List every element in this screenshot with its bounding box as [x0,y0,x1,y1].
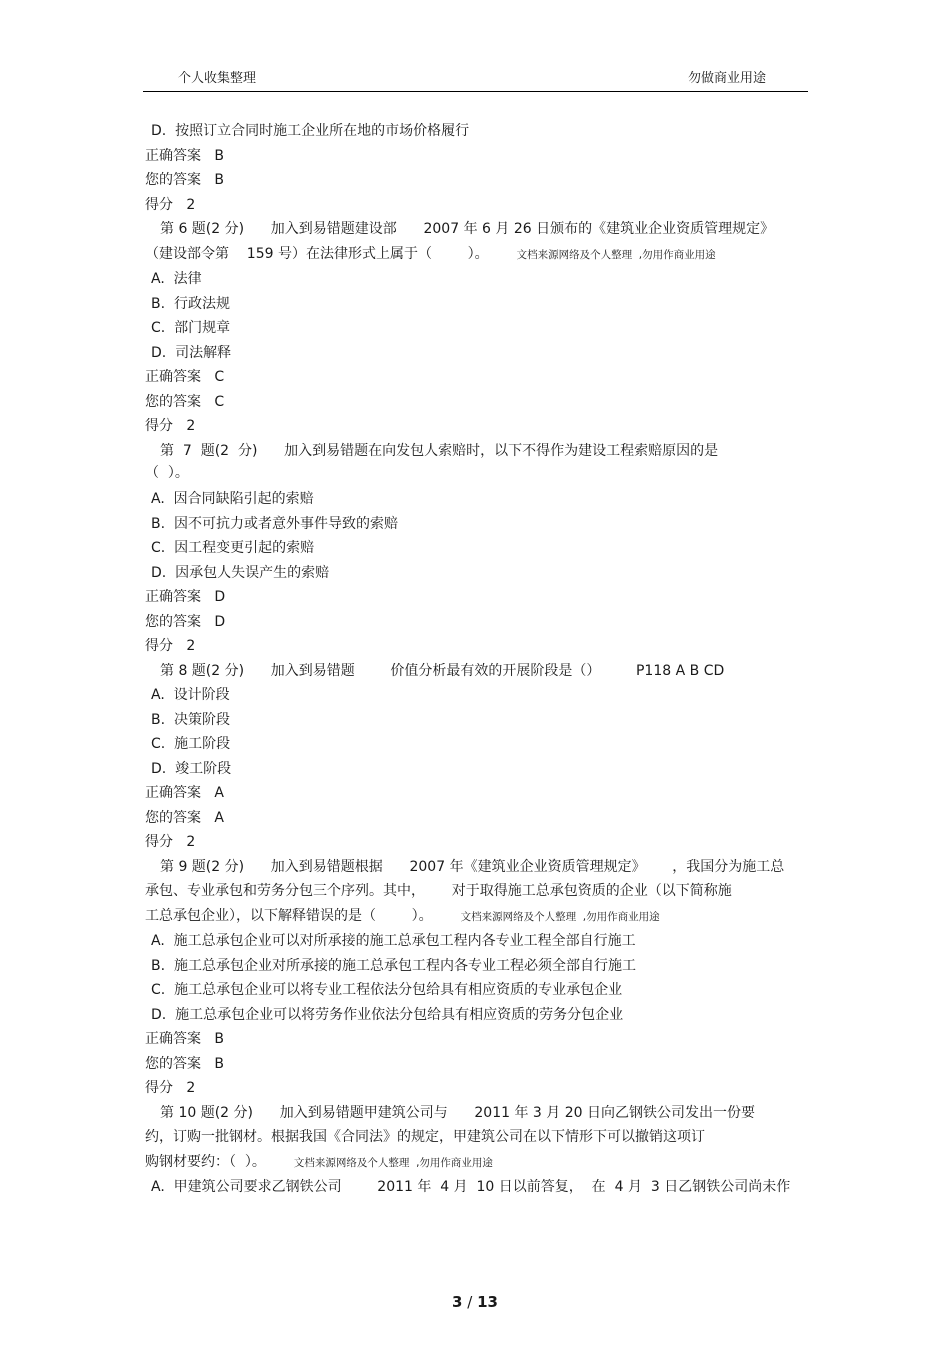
text-line [145,414,810,439]
page-separator: / [462,1293,478,1311]
answer-option-line [145,978,810,1003]
source-note: 文档来源网络及个人整理 ,勿用作商业用途 [293,1156,493,1169]
question-line [145,1101,810,1126]
line-text: D. 施工总承包企业可以将劳务作业依法分包给具有相应资质的劳务分包企业 [151,1006,624,1023]
text-line [145,1027,810,1052]
answer-option-line [145,1003,810,1028]
line-text: 您的答案 D [145,613,226,630]
line-text: A. 甲建筑公司要求乙钢铁公司 2011 年 4 月 10 日以前答复， 在 4 月 3 日乙钢铁公司尚未作 [151,1179,791,1195]
line-text: 得分 2 [145,196,196,213]
line-text: 正确答案 A [145,785,224,801]
answer-option-line [145,954,810,979]
line-text: B. 行政法规 [151,295,230,312]
page-current: 3 [452,1293,463,1311]
line-text: A. 因合同缺陷引起的索赔 [151,491,314,507]
line-text: 您的答案 B [145,172,224,188]
line-text: 正确答案 B [145,1031,224,1047]
line-text: 您的答案 A [145,809,224,826]
answer-option-line [145,561,810,586]
header-divider [143,91,808,92]
line-text: 工总承包企业），以下解释错误的是（ ）。 [145,907,433,924]
text-line [145,904,810,930]
line-text: 您的答案 C [145,393,225,410]
text-line [145,463,810,483]
header-right-text: 勿做商业用途 [688,71,767,86]
answer-option-line [145,487,810,512]
line-text: B. 因不可抗力或者意外事件导致的索赔 [151,515,398,532]
line-text: D. 按照订立合同时施工企业所在地的市场价格履行 [151,123,470,139]
line-text: （建设部令第 159 号）在法律形式上属于（ ）。 [145,245,489,262]
answer-option-line [145,512,810,537]
question-line [145,217,810,242]
line-text: 第 10 题(2 分) 加入到易错题甲建筑公司与 2011 年 3 月 20 日向乙钢铁公司发出一份要 [160,1104,755,1121]
answer-option-line [145,929,810,954]
text-line [145,1125,810,1150]
line-text: C. 因工程变更引起的索赔 [151,540,315,556]
line-text: B. 施工总承包企业对所承接的施工总承包工程内各专业工程必须全部自行施工 [151,957,636,974]
text-line [145,168,810,193]
line-text: 第 8 题(2 分) 加入到易错题 价值分析最有效的开展阶段是（） P118 A B CD [160,662,725,679]
line-text: C. 部门规章 [151,320,231,336]
question-line [145,855,810,880]
answer-option-line [145,732,810,757]
document-body [145,119,810,1200]
line-text: 得分 2 [145,1080,196,1096]
line-text: 正确答案 D [145,589,226,605]
text-line [145,193,810,218]
text-line [145,144,810,169]
source-note: 文档来源网络及个人整理 ,勿用作商业用途 [516,248,716,261]
text-line [145,830,810,855]
line-text: C. 施工阶段 [151,736,231,752]
text-line [145,610,810,635]
line-text: A. 设计阶段 [151,687,230,703]
line-text: 得分 2 [145,834,196,850]
line-text: 正确答案 B [145,147,224,164]
text-line [145,879,810,904]
line-text: 得分 2 [145,418,196,434]
answer-option-line [145,267,810,292]
text-line [145,390,810,415]
line-text: D. 司法解释 [151,344,232,361]
question-line [145,439,810,464]
text-line [145,781,810,806]
answer-option-line [145,536,810,561]
answer-option-line [145,119,810,144]
line-text: A. 法律 [151,271,202,287]
answer-option-line [145,757,810,782]
line-text: 承包、专业承包和劳务分包三个序列。其中， 对于取得施工总承包资质的企业（以下简称施 [145,883,732,899]
line-text: 约，订购一批钢材。根据我国《合同法》的规定，甲建筑公司在以下情形下可以撤销这项订 [145,1129,705,1145]
text-line [145,242,810,268]
line-text: 得分 2 [145,638,196,654]
question-line [145,659,810,684]
line-text: A. 施工总承包企业可以对所承接的施工总承包工程内各专业工程全部自行施工 [151,933,636,949]
text-line [145,634,810,659]
page-number [0,1293,950,1311]
text-line [145,1052,810,1077]
text-line [145,365,810,390]
line-text: 第 6 题(2 分) 加入到易错题建设部 2007 年 6 月 26 日颁布的《建筑业企业资质管理规定》 [160,221,775,237]
text-line [145,1076,810,1101]
answer-option-line [145,708,810,733]
header-left-text: 个人收集整理 [178,71,257,86]
answer-option-line [145,1175,810,1200]
line-text: 您的答案 B [145,1055,224,1072]
answer-option-line [145,341,810,366]
line-text: D. 因承包人失误产生的索赔 [151,564,330,581]
line-text: C. 施工总承包企业可以将专业工程依法分包给具有相应资质的专业承包企业 [151,982,623,998]
text-line [145,1150,810,1176]
line-text: D. 竣工阶段 [151,760,232,777]
line-text: 第 7 题(2 分) 加入到易错题在向发包人索赔时，以下不得作为建设工程索赔原因的是 [160,442,719,459]
text-line [145,585,810,610]
answer-option-line [145,316,810,341]
answer-option-line [145,683,810,708]
page-total: 13 [477,1293,498,1311]
line-text: 正确答案 C [145,369,225,385]
answer-option-line [145,292,810,317]
text-line [145,806,810,831]
line-text: B. 决策阶段 [151,711,230,728]
source-note: 文档来源网络及个人整理 ,勿用作商业用途 [460,910,660,923]
line-text: 第 9 题(2 分) 加入到易错题根据 2007 年《建筑业企业资质管理规定》 ，我国分为施工总 [160,858,785,875]
line-text: （ ）。 [145,465,189,481]
line-text: 购钢材要约：（ ）。 [145,1153,266,1170]
